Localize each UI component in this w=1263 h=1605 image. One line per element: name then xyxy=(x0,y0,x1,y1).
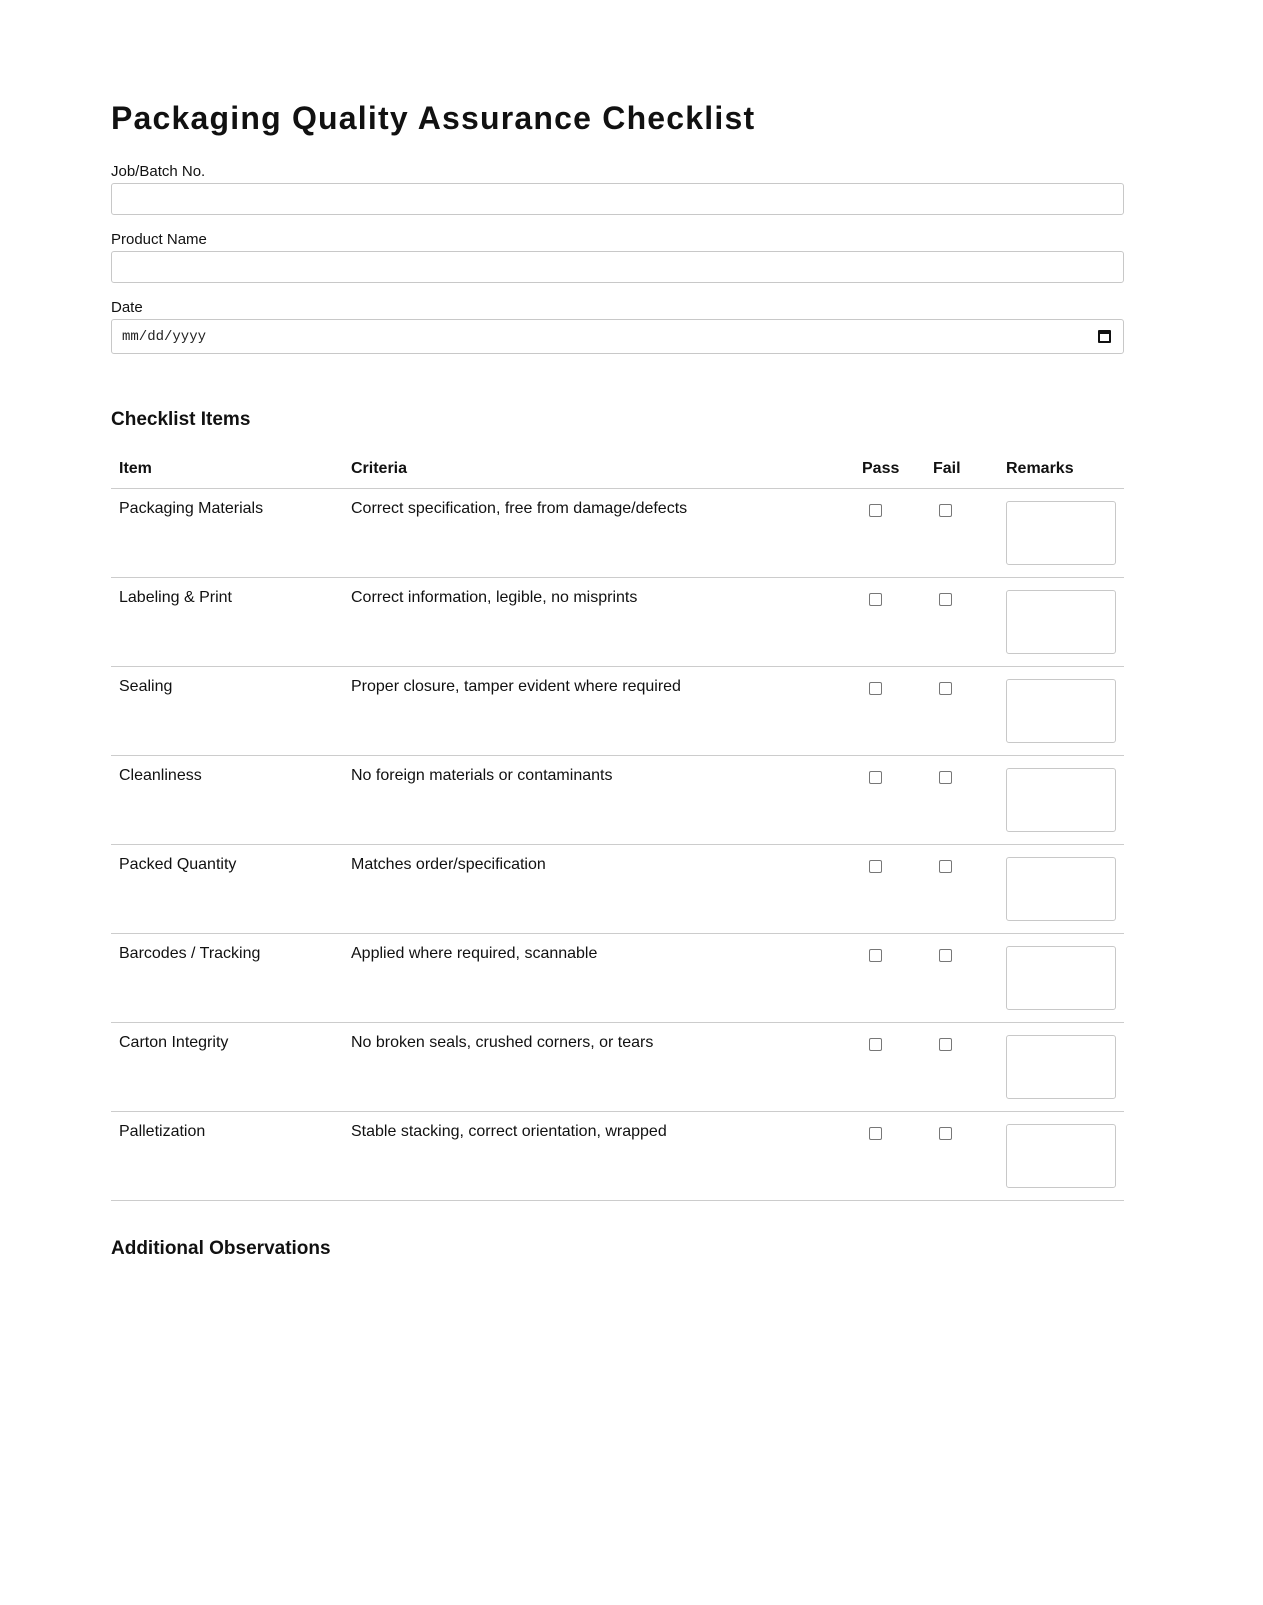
remarks-cell xyxy=(998,755,1124,844)
criteria-cell: No foreign materials or contaminants xyxy=(343,755,854,844)
pass-checkbox[interactable] xyxy=(869,1038,882,1051)
calendar-icon[interactable] xyxy=(1098,330,1111,343)
job-batch-label: Job/Batch No. xyxy=(111,163,206,180)
fail-cell xyxy=(933,1022,998,1111)
checklist-table xyxy=(111,450,1124,1201)
item-cell: Packed Quantity xyxy=(111,844,343,933)
fail-cell xyxy=(933,844,998,933)
table-row xyxy=(111,1022,1124,1111)
item-cell: Sealing xyxy=(111,666,343,755)
table-header-row xyxy=(111,450,1124,488)
pass-checkbox[interactable] xyxy=(869,949,882,962)
header-criteria: Criteria xyxy=(343,450,854,488)
remarks-textarea[interactable] xyxy=(1006,946,1116,1010)
table-row xyxy=(111,1111,1124,1200)
date-label: Date xyxy=(111,299,143,316)
remarks-textarea[interactable] xyxy=(1006,768,1116,832)
checklist-heading: Checklist Items xyxy=(111,409,251,430)
pass-cell xyxy=(854,1111,933,1200)
fail-checkbox[interactable] xyxy=(939,860,952,873)
fail-cell xyxy=(933,755,998,844)
table-row xyxy=(111,844,1124,933)
fail-cell xyxy=(933,933,998,1022)
fail-checkbox[interactable] xyxy=(939,1038,952,1051)
job-batch-input[interactable] xyxy=(111,183,1124,215)
item-cell: Carton Integrity xyxy=(111,1022,343,1111)
product-name-label: Product Name xyxy=(111,231,207,248)
item-cell: Cleanliness xyxy=(111,755,343,844)
fail-checkbox[interactable] xyxy=(939,1127,952,1140)
remarks-textarea[interactable] xyxy=(1006,679,1116,743)
pass-cell xyxy=(854,488,933,577)
fail-checkbox[interactable] xyxy=(939,682,952,695)
table-row xyxy=(111,666,1124,755)
fail-checkbox[interactable] xyxy=(939,504,952,517)
criteria-cell: Correct specification, free from damage/defects xyxy=(343,488,854,577)
table-row xyxy=(111,577,1124,666)
remarks-cell xyxy=(998,488,1124,577)
pass-checkbox[interactable] xyxy=(869,1127,882,1140)
pass-cell xyxy=(854,577,933,666)
fail-checkbox[interactable] xyxy=(939,593,952,606)
header-remarks: Remarks xyxy=(998,450,1124,488)
observations-heading: Additional Observations xyxy=(111,1238,331,1259)
remarks-cell xyxy=(998,1022,1124,1111)
pass-checkbox[interactable] xyxy=(869,682,882,695)
fail-checkbox[interactable] xyxy=(939,771,952,784)
criteria-cell: Matches order/specification xyxy=(343,844,854,933)
criteria-cell: Correct information, legible, no misprints xyxy=(343,577,854,666)
remarks-cell xyxy=(998,1111,1124,1200)
fail-cell xyxy=(933,666,998,755)
remarks-cell xyxy=(998,666,1124,755)
fail-checkbox[interactable] xyxy=(939,949,952,962)
criteria-cell: No broken seals, crushed corners, or tears xyxy=(343,1022,854,1111)
pass-checkbox[interactable] xyxy=(869,771,882,784)
criteria-cell: Applied where required, scannable xyxy=(343,933,854,1022)
item-cell: Packaging Materials xyxy=(111,488,343,577)
pass-checkbox[interactable] xyxy=(869,860,882,873)
pass-checkbox[interactable] xyxy=(869,504,882,517)
item-cell: Palletization xyxy=(111,1111,343,1200)
table-row xyxy=(111,933,1124,1022)
header-pass: Pass xyxy=(854,450,933,488)
header-fail: Fail xyxy=(933,450,998,488)
criteria-cell: Stable stacking, correct orientation, wrapped xyxy=(343,1111,854,1200)
remarks-textarea[interactable] xyxy=(1006,590,1116,654)
pass-cell xyxy=(854,844,933,933)
remarks-textarea[interactable] xyxy=(1006,501,1116,565)
item-cell: Barcodes / Tracking xyxy=(111,933,343,1022)
date-input[interactable] xyxy=(111,319,1124,354)
fail-cell xyxy=(933,577,998,666)
remarks-textarea[interactable] xyxy=(1006,857,1116,921)
page-title: Packaging Quality Assurance Checklist xyxy=(111,100,756,136)
fail-cell xyxy=(933,1111,998,1200)
table-row xyxy=(111,755,1124,844)
pass-cell xyxy=(854,933,933,1022)
remarks-textarea[interactable] xyxy=(1006,1124,1116,1188)
table-row xyxy=(111,488,1124,577)
date-placeholder: mm/dd/yyyy xyxy=(122,329,207,345)
pass-checkbox[interactable] xyxy=(869,593,882,606)
criteria-cell: Proper closure, tamper evident where required xyxy=(343,666,854,755)
fail-cell xyxy=(933,488,998,577)
header-item: Item xyxy=(111,450,343,488)
item-cell: Labeling & Print xyxy=(111,577,343,666)
pass-cell xyxy=(854,755,933,844)
remarks-textarea[interactable] xyxy=(1006,1035,1116,1099)
pass-cell xyxy=(854,1022,933,1111)
remarks-cell xyxy=(998,933,1124,1022)
pass-cell xyxy=(854,666,933,755)
remarks-cell xyxy=(998,844,1124,933)
remarks-cell xyxy=(998,577,1124,666)
product-name-input[interactable] xyxy=(111,251,1124,283)
